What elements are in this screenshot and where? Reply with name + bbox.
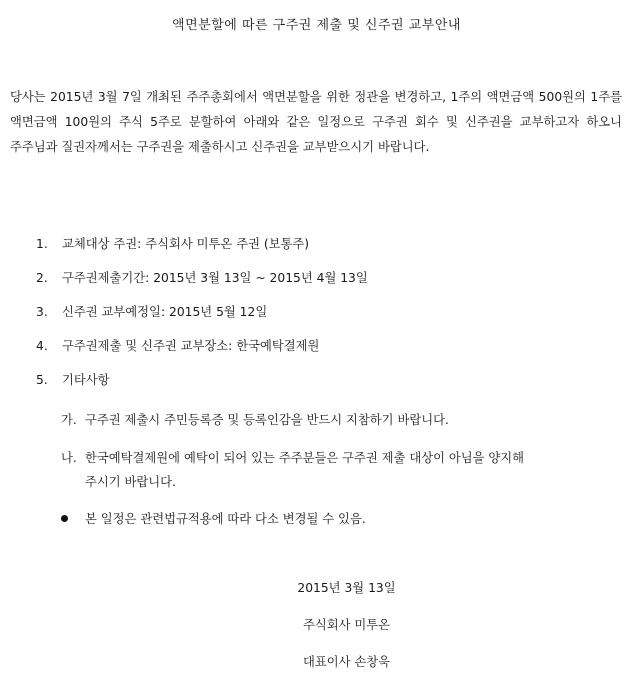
list-item-text: 기타사항 xyxy=(62,373,110,387)
list-item-text: 구주권제출기간: 2015년 3월 13일 ~ 2015년 4월 13일 xyxy=(62,271,368,285)
signature-company: 주식회사 미투온 xyxy=(302,618,391,632)
list-item-text: 신주권 교부예정일: 2015년 5월 12일 xyxy=(62,305,268,319)
list-item xyxy=(36,370,616,404)
sub-item-marker: 가. xyxy=(61,413,77,427)
list-item-text: 구주권제출 및 신주권 교부장소: 한국예탁결제원 xyxy=(62,339,320,353)
sub-item-na xyxy=(61,446,621,494)
list-item xyxy=(36,336,616,370)
signature-date: 2015년 3월 13일 xyxy=(297,581,396,595)
signature-ceo: 대표이사 손창욱 xyxy=(302,655,391,669)
list-item xyxy=(36,268,616,302)
list-item-number: 4. xyxy=(36,339,48,353)
document-title: 액면분할에 따른 구주권 제출 및 신주권 교부안내 xyxy=(172,18,461,33)
list-item-number: 5. xyxy=(36,373,48,387)
schedule-change-note xyxy=(61,507,366,531)
sub-item-text: 한국예탁결제원에 예탁이 되어 있는 주주분들은 구주권 제출 대상이 아님을 양지해 xyxy=(85,451,525,465)
intro-paragraph: 당사는 2015년 3월 7일 개최된 주주총회에서 액면분할을 위한 정관을 변경하고, 1주의 액면금액 500원의 1주를 액면금액 100원의 주식 5주로 분할하여 아래와 같은 일정으로 구주권 회수 및 신주권을 교부하고자 하오니 주주님과 질권자께서는 구주권을 제출하시고 신주권을 교부받으시기 바랍니다. xyxy=(10,90,622,154)
sub-item-marker: 나. xyxy=(61,451,77,465)
list-item-number: 2. xyxy=(36,271,48,285)
list-item-text: 교체대상 주권: 주식회사 미투온 주권 (보통주) xyxy=(62,237,310,251)
sub-item-text-continued: 주시기 바랍니다. xyxy=(85,475,176,489)
note-text: 본 일정은 관련법규적용에 따라 다소 변경될 수 있음. xyxy=(85,512,366,526)
list-item xyxy=(36,302,616,336)
list-item-number: 1. xyxy=(36,237,48,251)
sub-item-text: 구주권 제출시 주민등록증 및 등록인감을 반드시 지참하기 바랍니다. xyxy=(85,413,449,427)
sub-item-ga xyxy=(61,408,621,432)
schedule-list xyxy=(36,234,616,404)
bullet-icon xyxy=(61,515,68,522)
list-item-number: 3. xyxy=(36,305,48,319)
list-item xyxy=(36,234,616,268)
